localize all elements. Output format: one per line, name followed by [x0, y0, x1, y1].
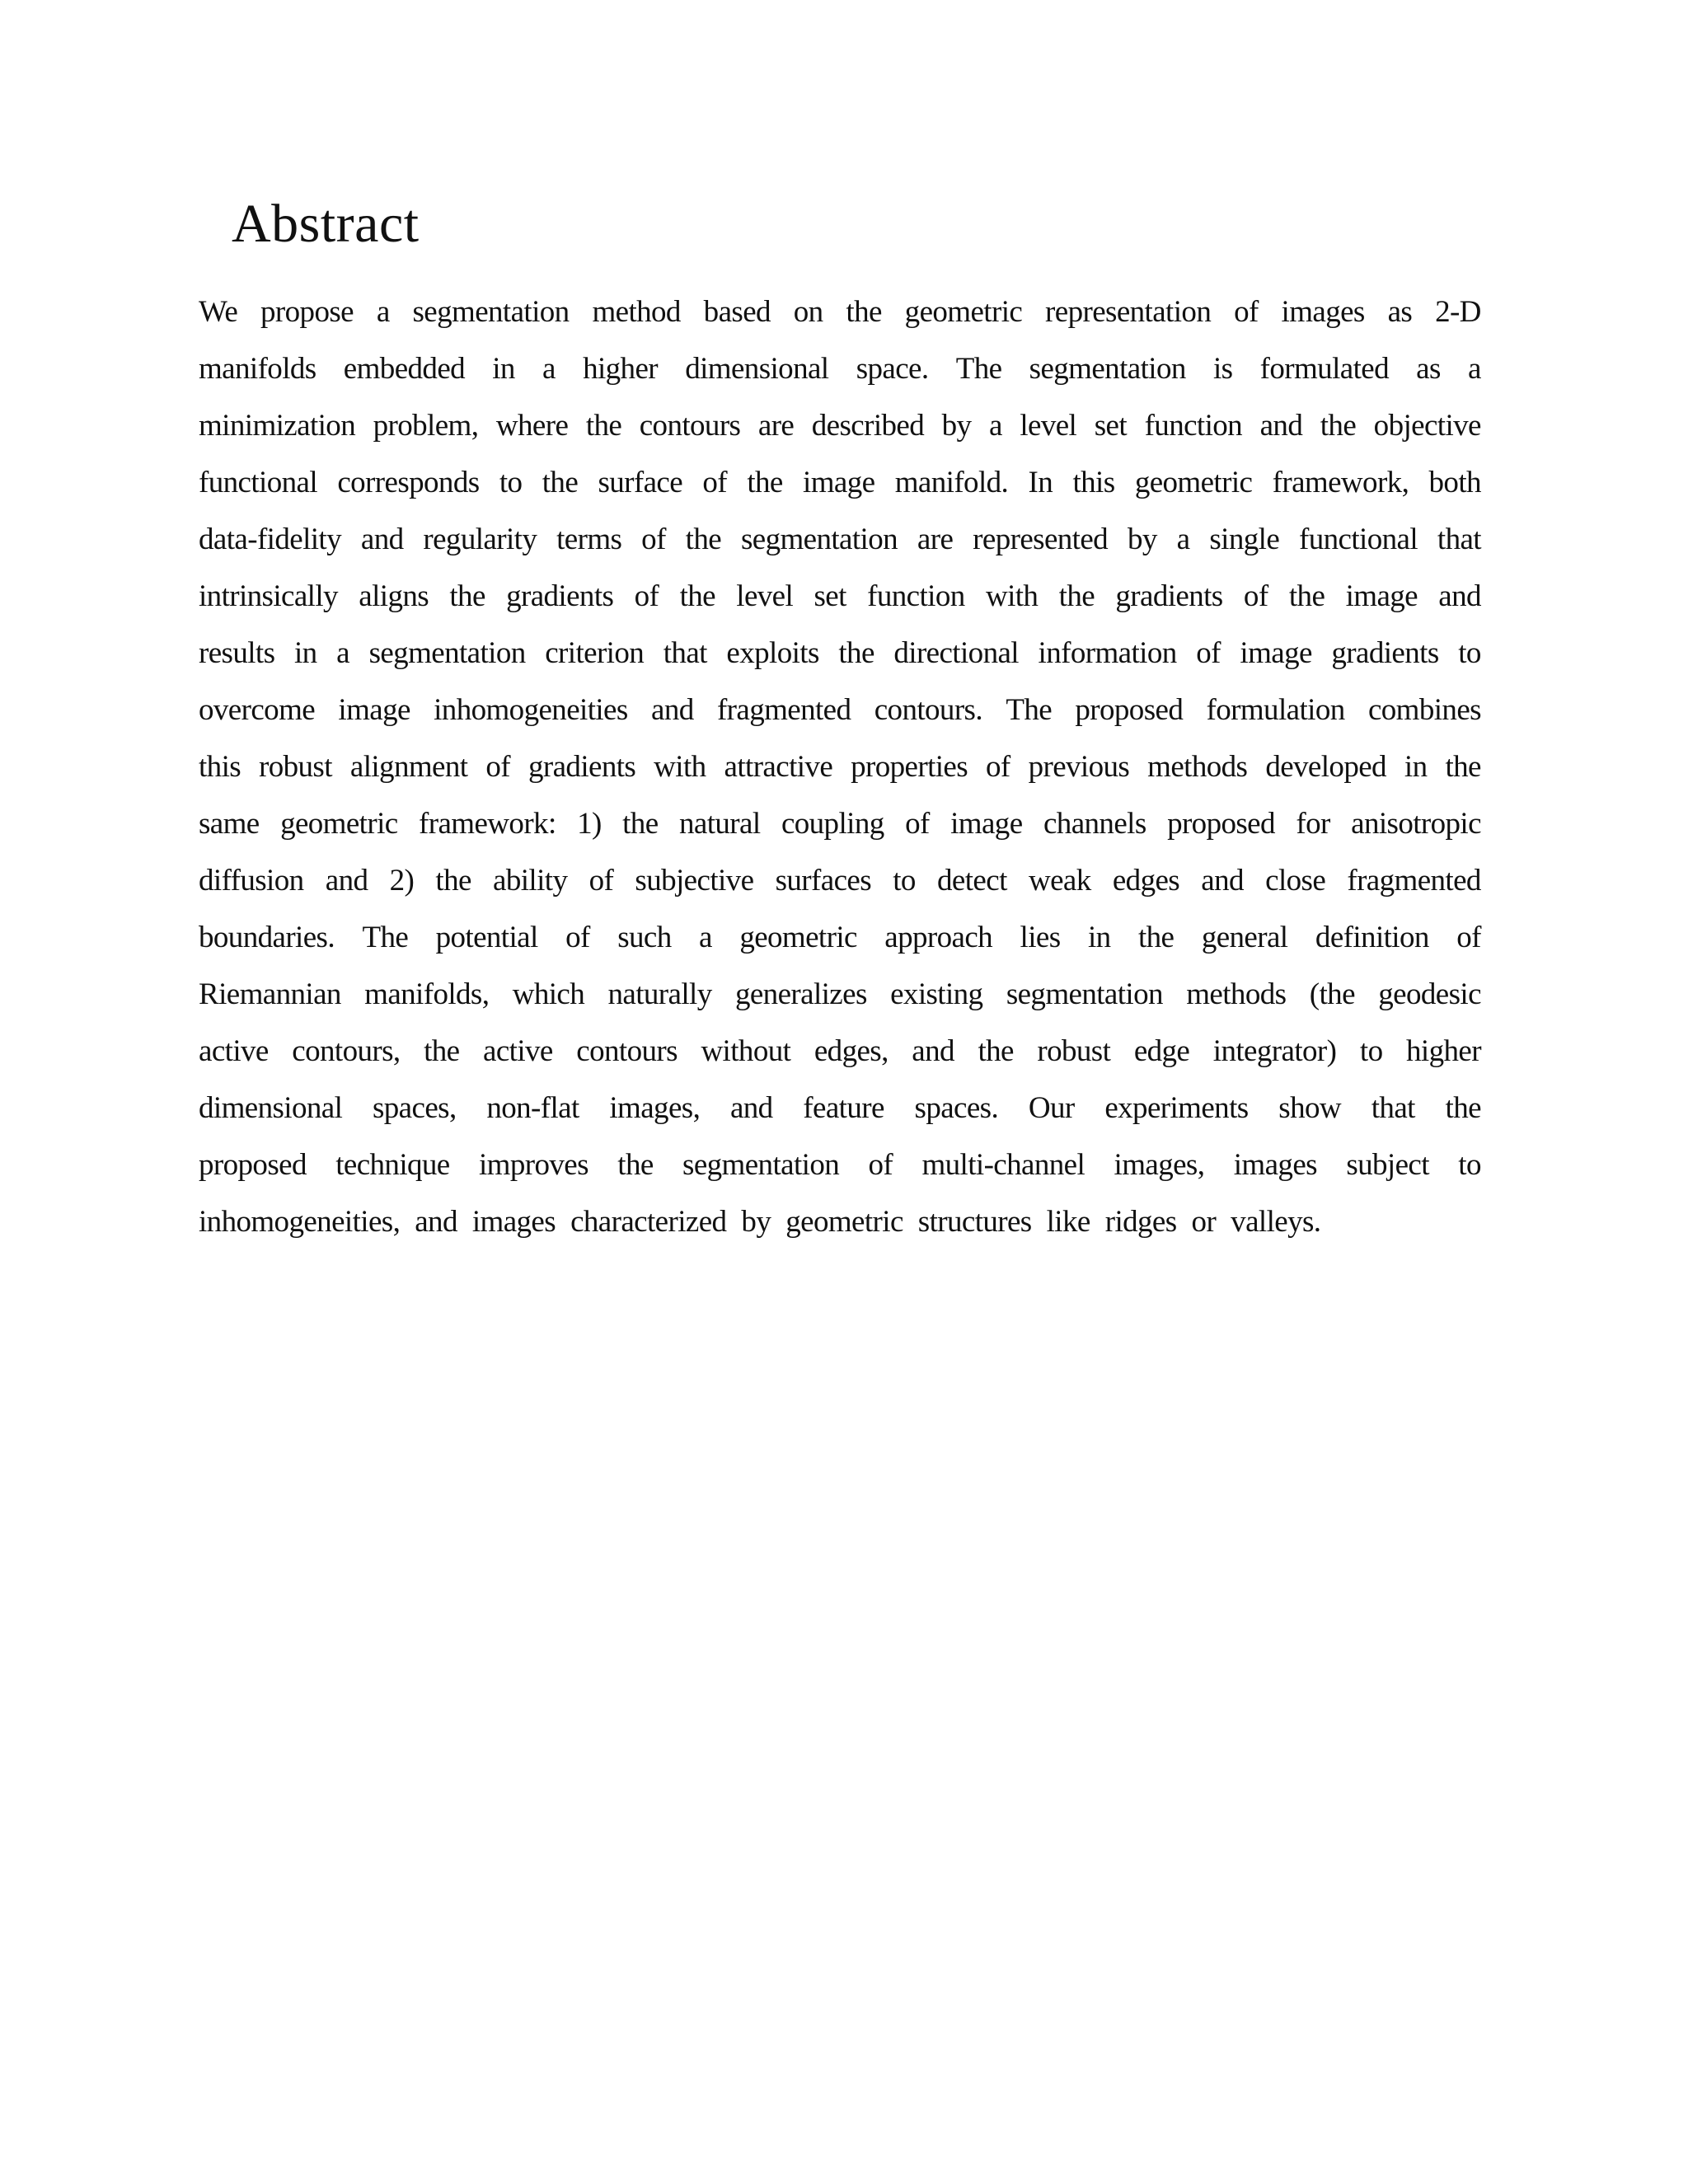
word: Our [1028, 1091, 1075, 1125]
word: and [912, 1034, 954, 1068]
word: inhomogeneities [434, 693, 628, 727]
word: and [360, 523, 404, 556]
word: space. [856, 352, 929, 386]
word: results [199, 636, 275, 670]
word: diffusion [199, 864, 304, 898]
abstract-line [199, 682, 1481, 738]
word: a [988, 409, 1002, 443]
word: and [651, 693, 694, 727]
word: The [1006, 693, 1053, 727]
word: feature [803, 1091, 884, 1125]
word: spaces, [372, 1091, 457, 1125]
word: where [495, 409, 569, 443]
word: without [701, 1034, 791, 1068]
word: and [729, 1091, 773, 1125]
word: general [1201, 921, 1288, 954]
word: geometric [280, 807, 398, 841]
word: intrinsically [199, 579, 338, 613]
word: based [703, 295, 771, 329]
word: this [199, 750, 241, 784]
word: of [1456, 921, 1481, 954]
word: approach [884, 921, 993, 954]
word: manifolds, [364, 977, 490, 1011]
word: multi-channel [921, 1148, 1085, 1182]
word: edges [1112, 864, 1180, 898]
word: show [1278, 1091, 1342, 1125]
word: both [1428, 466, 1481, 499]
word: the [1058, 579, 1095, 613]
word: propose [260, 295, 354, 329]
word: geometric [1134, 466, 1253, 499]
word: spaces. [914, 1091, 999, 1125]
word: a [1468, 352, 1481, 386]
word: edge [1133, 1034, 1190, 1068]
word: images [1233, 1148, 1317, 1182]
abstract-heading: Abstract [232, 194, 420, 254]
word: the [585, 409, 622, 443]
word: The [362, 921, 409, 954]
word: functional [1299, 523, 1418, 556]
word: aligns [359, 579, 429, 613]
word: the [679, 579, 715, 613]
word: the [1445, 750, 1481, 784]
word: Riemannian [199, 977, 341, 1011]
word: represented [973, 523, 1109, 556]
word: a [699, 921, 712, 954]
word: segmentation [682, 1148, 840, 1182]
word: gradients [506, 579, 614, 613]
word: or [1191, 1205, 1217, 1239]
word: contours [639, 409, 741, 443]
word: of [485, 750, 511, 784]
abstract-line [199, 454, 1481, 511]
word: images, [609, 1091, 701, 1125]
word: the [449, 579, 485, 613]
word: a [542, 352, 556, 386]
abstract-line [199, 738, 1481, 795]
abstract-line [199, 625, 1481, 682]
word: active [199, 1034, 269, 1068]
word: a [336, 636, 349, 670]
word: ridges [1104, 1205, 1177, 1239]
word: improves [479, 1148, 588, 1182]
word: that [1371, 1091, 1415, 1125]
word: previous [1028, 750, 1130, 784]
word: subjective [635, 864, 754, 898]
word: combines [1367, 693, 1481, 727]
word: a [376, 295, 390, 329]
word: and [1438, 579, 1481, 613]
word: contours. [874, 693, 983, 727]
word: of [641, 523, 666, 556]
word: inhomogeneities, [199, 1205, 401, 1239]
word: the [846, 295, 882, 329]
word: 2-D [1435, 295, 1481, 329]
word: data-fidelity [199, 523, 342, 556]
word: fragmented [716, 693, 851, 727]
word: of [565, 921, 590, 954]
word: structures [917, 1205, 1032, 1239]
abstract-line [199, 397, 1481, 454]
word: representation [1045, 295, 1212, 329]
word: channels [1043, 807, 1146, 841]
word: manifold. [894, 466, 1009, 499]
word: and [1259, 409, 1303, 443]
word: segmentation [368, 636, 526, 670]
word: segmentation [740, 523, 898, 556]
word: level [736, 579, 794, 613]
word: surface [598, 466, 683, 499]
word: generalizes [734, 977, 867, 1011]
word: of [1196, 636, 1221, 670]
word: image [1240, 636, 1312, 670]
word: to [893, 864, 916, 898]
word: The [955, 352, 1002, 386]
word: methods [1147, 750, 1248, 784]
word: formulation [1206, 693, 1345, 727]
word: set [1094, 409, 1128, 443]
word: coupling [781, 807, 884, 841]
word: dimensional [685, 352, 829, 386]
word: which [512, 977, 585, 1011]
word: and [325, 864, 368, 898]
abstract-body [199, 284, 1481, 1250]
word: (the [1309, 977, 1355, 1011]
word: same [199, 807, 260, 841]
word: non-flat [486, 1091, 579, 1125]
word: as [1387, 295, 1413, 329]
word: information [1038, 636, 1177, 670]
word: to [1458, 1148, 1481, 1182]
word: by [1127, 523, 1157, 556]
word: the [542, 466, 579, 499]
word: geometric [739, 921, 857, 954]
word: In [1028, 466, 1053, 499]
word: the [685, 523, 722, 556]
word: with [654, 750, 706, 784]
word: to [499, 466, 523, 499]
word: are [757, 409, 795, 443]
word: proposed [1167, 807, 1275, 841]
word: methods [1186, 977, 1287, 1011]
word: of [702, 466, 727, 499]
word: of [905, 807, 930, 841]
word: criterion [545, 636, 645, 670]
word: proposed [199, 1148, 307, 1182]
word: segmentation [1029, 352, 1186, 386]
word: technique [335, 1148, 450, 1182]
word: segmentation [412, 295, 570, 329]
word: with [985, 579, 1039, 613]
word: corresponds [337, 466, 480, 499]
word: images [1281, 295, 1365, 329]
abstract-line [199, 1193, 1481, 1250]
word: naturally [607, 977, 712, 1011]
word: gradients [1331, 636, 1439, 670]
word: described [811, 409, 925, 443]
word: natural [678, 807, 761, 841]
word: on [793, 295, 823, 329]
word: terms [556, 523, 622, 556]
word: ability [493, 864, 568, 898]
word: lies [1020, 921, 1061, 954]
word: the [747, 466, 783, 499]
word: like [1046, 1205, 1090, 1239]
word: the [1445, 1091, 1481, 1125]
word: minimization [199, 409, 356, 443]
word: developed [1265, 750, 1386, 784]
word: of [986, 750, 1010, 784]
abstract-line [199, 966, 1481, 1023]
abstract-line [199, 340, 1481, 397]
word: framework: [419, 807, 556, 841]
word: the [978, 1034, 1014, 1068]
word: edges, [814, 1034, 889, 1068]
word: surfaces [775, 864, 872, 898]
word: of [1234, 295, 1259, 329]
word: properties [851, 750, 968, 784]
word: are [917, 523, 954, 556]
word: attractive [724, 750, 833, 784]
word: the [1137, 921, 1175, 954]
word: function [1144, 409, 1243, 443]
word: function [867, 579, 965, 613]
word: proposed [1075, 693, 1184, 727]
word: embedded [343, 352, 466, 386]
word: in [492, 352, 515, 386]
word: that [663, 636, 707, 670]
word: geometric [785, 1205, 903, 1239]
word: image [1345, 579, 1418, 613]
word: experiments [1104, 1091, 1249, 1125]
word: the [435, 864, 471, 898]
word: the [622, 807, 659, 841]
word: active [483, 1034, 553, 1068]
word: image [338, 693, 410, 727]
word: 1) [577, 807, 602, 841]
word: fragmented [1347, 864, 1481, 898]
word: of [588, 864, 614, 898]
word: to [1458, 636, 1481, 670]
word: the [1320, 409, 1357, 443]
word: overcome [199, 693, 316, 727]
word: the [1288, 579, 1325, 613]
abstract-line [199, 568, 1481, 625]
word: robust [1037, 1034, 1111, 1068]
word: We [199, 295, 238, 329]
word: geometric [904, 295, 1023, 329]
word: objective [1373, 409, 1481, 443]
word: by [741, 1205, 771, 1239]
word: formulated [1259, 352, 1389, 386]
word: by [941, 409, 972, 443]
word: weak [1028, 864, 1091, 898]
abstract-line [199, 909, 1481, 966]
word: framework, [1272, 466, 1409, 499]
word: anisotropic [1351, 807, 1481, 841]
word: that [1437, 523, 1481, 556]
word: 2) [389, 864, 415, 898]
word: such [617, 921, 672, 954]
word: level [1020, 409, 1077, 443]
word: set [814, 579, 846, 613]
word: manifolds [199, 352, 316, 386]
word: regularity [423, 523, 537, 556]
word: detect [937, 864, 1007, 898]
word: robust [259, 750, 332, 784]
word: single [1209, 523, 1280, 556]
word: to [1359, 1034, 1383, 1068]
word: exploits [726, 636, 819, 670]
word: dimensional [199, 1091, 343, 1125]
abstract-line [199, 852, 1481, 909]
word: functional [199, 466, 318, 499]
word: as [1416, 352, 1441, 386]
word: segmentation [1006, 977, 1163, 1011]
word: method [592, 295, 681, 329]
word: the [424, 1034, 460, 1068]
word: and [1201, 864, 1244, 898]
abstract-line [199, 795, 1481, 852]
abstract-line [199, 1023, 1481, 1080]
word: existing [890, 977, 983, 1011]
word: contours [576, 1034, 678, 1068]
word: for [1296, 807, 1330, 841]
word: valleys. [1231, 1205, 1321, 1239]
word: geodesic [1378, 977, 1481, 1011]
word: subject [1346, 1148, 1429, 1182]
word: the [617, 1148, 654, 1182]
word: images, [1114, 1148, 1205, 1182]
word: images [471, 1205, 556, 1239]
word: integrator) [1212, 1034, 1337, 1068]
word: and [415, 1205, 457, 1239]
abstract-line [199, 284, 1481, 340]
abstract-line [199, 1080, 1481, 1137]
word: in [293, 636, 317, 670]
word: of [634, 579, 659, 613]
word: problem, [373, 409, 479, 443]
word: image [950, 807, 1023, 841]
word: close [1265, 864, 1326, 898]
word: contours, [292, 1034, 401, 1068]
word: is [1212, 352, 1233, 386]
word: this [1072, 466, 1115, 499]
word: of [868, 1148, 893, 1182]
word: directional [893, 636, 1019, 670]
word: higher [583, 352, 659, 386]
word: alignment [349, 750, 468, 784]
word: of [1243, 579, 1268, 613]
word: in [1404, 750, 1428, 784]
word: boundaries. [199, 921, 335, 954]
word: the [838, 636, 874, 670]
word: higher [1406, 1034, 1481, 1068]
word: characterized [570, 1205, 727, 1239]
word: definition [1315, 921, 1429, 954]
word: a [1176, 523, 1190, 556]
word: gradients [528, 750, 636, 784]
word: in [1087, 921, 1111, 954]
word: potential [435, 921, 538, 954]
word: gradients [1115, 579, 1223, 613]
word: image [803, 466, 875, 499]
abstract-line [199, 1137, 1481, 1193]
abstract-line [199, 511, 1481, 568]
